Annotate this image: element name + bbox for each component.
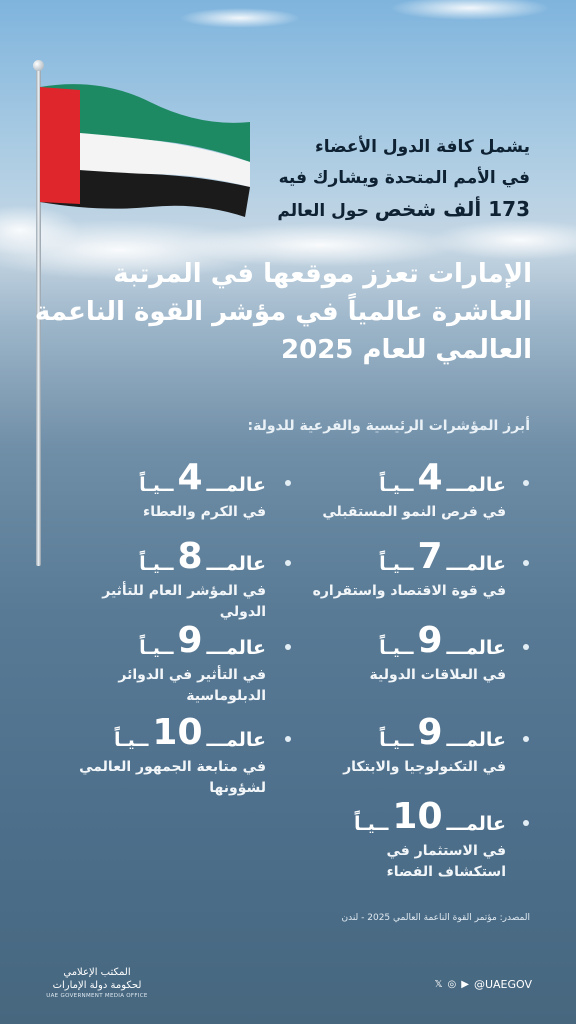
rank-number: 9 bbox=[177, 620, 203, 661]
headline-line-3: العالمي للعام 2025 bbox=[281, 335, 532, 365]
bullet-dot bbox=[285, 644, 291, 650]
indicator-item bbox=[266, 713, 506, 778]
rank-word: عالمـــ bbox=[446, 553, 506, 575]
indicator-desc: في التأثير في الدوائر الدبلوماسية bbox=[118, 667, 266, 704]
intro-line-3 bbox=[200, 194, 530, 227]
rank-word: عالمـــ bbox=[206, 637, 266, 659]
indicator-item bbox=[66, 537, 266, 623]
bullet-dot bbox=[523, 644, 529, 650]
indicator-desc: في قوة الاقتصاد واستقراره bbox=[312, 583, 506, 599]
bullet-dot bbox=[523, 736, 529, 742]
social-handle[interactable]: @UAEGOV bbox=[473, 978, 532, 991]
rank-word: عالمـــ bbox=[446, 474, 506, 496]
bullet-dot bbox=[285, 480, 291, 486]
rank-word: عالمـــ bbox=[446, 729, 506, 751]
headline bbox=[34, 255, 532, 369]
rank-tail: ــيـاً bbox=[379, 474, 414, 496]
rank-tail: ــيـاً bbox=[139, 474, 174, 496]
indicator-item bbox=[66, 713, 266, 799]
rank-number: 4 bbox=[177, 457, 203, 498]
indicator-desc: في الكرم والعطاء bbox=[143, 504, 266, 520]
headline-line-1: الإمارات تعزز موقعها في المرتبة bbox=[113, 259, 532, 289]
rank-number: 7 bbox=[417, 536, 443, 577]
rank-tail: ــيـاً bbox=[379, 637, 414, 659]
office-name-ar-1: المكتب الإعلامي bbox=[63, 967, 131, 978]
intro-line-3-rest: حول العالم bbox=[277, 201, 369, 221]
bullet-dot bbox=[285, 736, 291, 742]
indicator-desc: في فرص النمو المستقبلي bbox=[322, 504, 506, 520]
intro-highlight: 173 ألف شخص bbox=[374, 197, 530, 221]
intro-line-1: يشمل كافة الدول الأعضاء bbox=[315, 137, 530, 157]
youtube-icon[interactable]: ▶ bbox=[461, 979, 469, 990]
bullet-dot bbox=[523, 820, 529, 826]
indicator-desc: في العلاقات الدولية bbox=[369, 667, 506, 683]
rank-word: عالمـــ bbox=[446, 813, 506, 835]
indicator-desc: في الاستثمار في استكشاف الفضاء bbox=[386, 843, 506, 880]
social-handles bbox=[434, 978, 532, 991]
intro-text bbox=[200, 132, 530, 227]
rank-number: 4 bbox=[417, 457, 443, 498]
flag-pole-top bbox=[33, 60, 44, 71]
indicator-item bbox=[66, 621, 266, 707]
x-icon[interactable]: 𝕏 bbox=[434, 979, 443, 990]
indicator-item bbox=[266, 458, 506, 523]
rank-tail: ــيـاً bbox=[139, 553, 174, 575]
indicator-item bbox=[66, 458, 266, 523]
source-note: المصدر: مؤتمر القوة الناعمة العالمي 2025 - لندن bbox=[341, 913, 530, 923]
indicator-item bbox=[316, 797, 506, 883]
rank-tail: ــيـاً bbox=[139, 637, 174, 659]
rank-word: عالمـــ bbox=[446, 637, 506, 659]
rank-tail: ــيـاً bbox=[379, 553, 414, 575]
rank-word: عالمـــ bbox=[206, 729, 266, 751]
rank-tail: ــيـاً bbox=[114, 729, 149, 751]
rank-number: 9 bbox=[417, 712, 443, 753]
office-name-en: UAE GOVERNMENT MEDIA OFFICE bbox=[46, 993, 148, 999]
headline-line-2: العاشرة عالمياً في مؤشر القوة الناعمة bbox=[34, 297, 532, 327]
indicator-item bbox=[266, 621, 506, 686]
rank-tail: ــيـاً bbox=[379, 729, 414, 751]
media-office-logo bbox=[42, 966, 152, 1000]
indicator-desc: في متابعة الجمهور العالمي لشؤونها bbox=[79, 759, 266, 796]
bullet-dot bbox=[285, 560, 291, 566]
office-name-ar-2: لحكومة دولة الإمارات bbox=[52, 980, 142, 991]
indicator-item bbox=[266, 537, 506, 602]
instagram-icon[interactable]: ◎ bbox=[447, 979, 457, 990]
rank-number: 10 bbox=[152, 712, 203, 753]
indicator-desc: في المؤشر العام للتأثير الدولي bbox=[102, 583, 266, 620]
rank-number: 9 bbox=[417, 620, 443, 661]
rank-tail: ــيـاً bbox=[354, 813, 389, 835]
rank-word: عالمـــ bbox=[206, 474, 266, 496]
intro-line-2: في الأمم المتحدة ويشارك فيه bbox=[278, 168, 530, 188]
rank-number: 8 bbox=[177, 536, 203, 577]
section-title: أبرز المؤشرات الرئيسية والفرعية للدولة: bbox=[247, 418, 530, 434]
indicator-desc: في التكنولوجيا والابتكار bbox=[343, 759, 506, 775]
rank-number: 10 bbox=[392, 796, 443, 837]
bullet-dot bbox=[523, 480, 529, 486]
bullet-dot bbox=[523, 560, 529, 566]
rank-word: عالمـــ bbox=[206, 553, 266, 575]
